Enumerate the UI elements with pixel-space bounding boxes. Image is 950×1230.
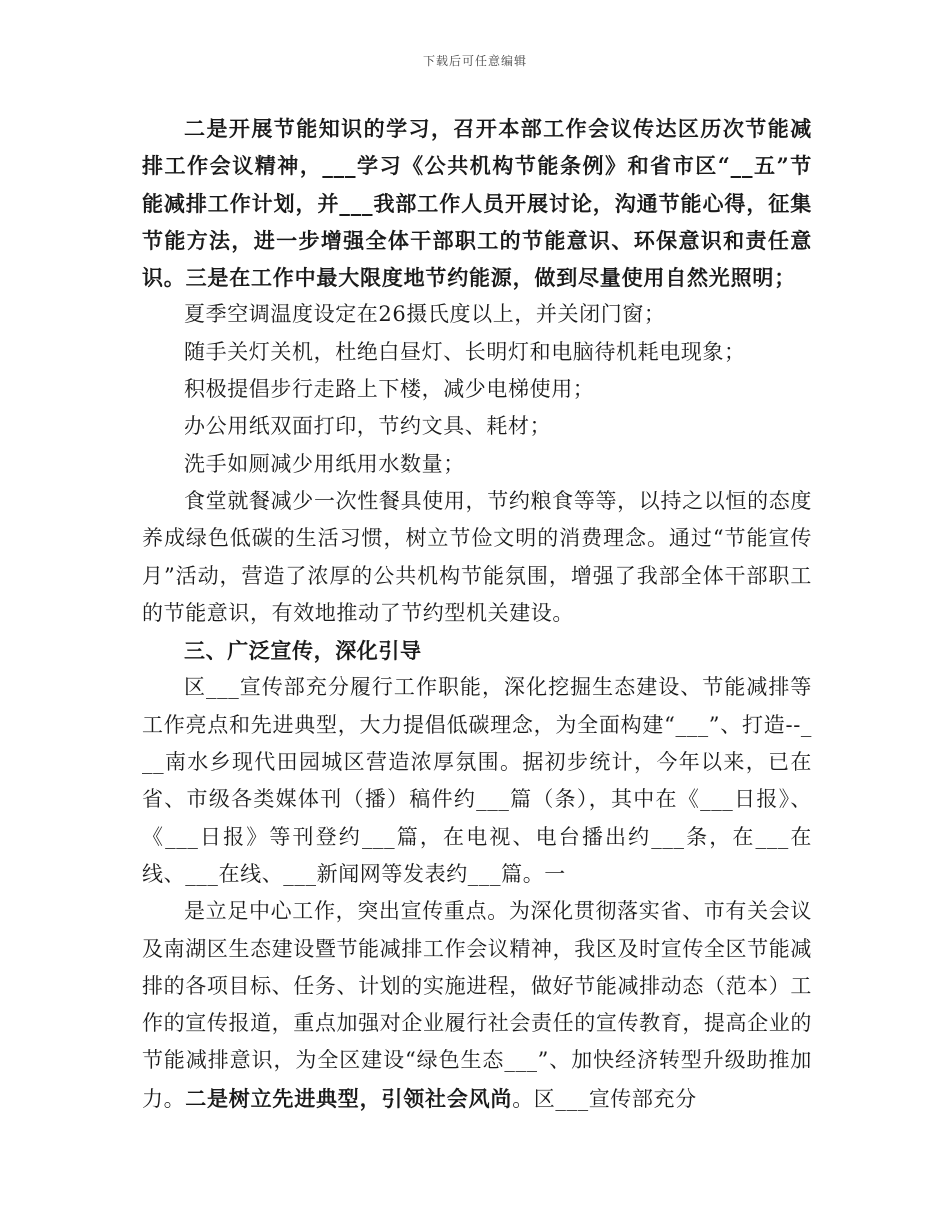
paragraph-central-work bbox=[142, 893, 812, 1118]
paragraph-air-conditioning: 夏季空调温度设定在26摄氏度以上，并关闭门窗； bbox=[184, 302, 666, 327]
paragraph-publicity-statistics: 区___宣传部充分履行工作职能，深化挖掘生态建设、节能减排等工作亮点和先进典型，大力提倡低碳理念，为全面构建“___”、打造--___南水乡现代田园城区营造浓厚氛围。据初步统计，今年以来，已在省、市级各类媒体刊（播）稿件约___篇（条），其中在《___日报》、《___日报》等刊登约___篇，在电视、电台播出约___条，在___在线、___在线、___新闻网等发表约___篇。一 bbox=[142, 675, 812, 886]
document-body bbox=[142, 110, 812, 1118]
paragraph-energy-study: 二是开展节能知识的学习，召开本部工作会议传达区历次节能减排工作会议精神，___学习《公共机构节能条例》和省市区“__五”节能减排工作计划，并___我部工作人员开展讨论，沟通节能心得，征集节能方法，进一步增强全体干部职工的节能意识、环保意识和责任意识。三是在工作中最大限度地节约能源，做到尽量使用自然光照明； bbox=[142, 116, 812, 291]
paragraph-central-work-text: 是立足中心工作，突出宣传重点。为深化贯彻落实省、市有关会议及南湖区生态建设暨节能减排工作会议精神，我区及时宣传全区节能减排的各项目标、任务、计划的实施进程，做好节能减排动态（范本）工作的宣传报道，重点加强对企业履行社会责任的宣传教育，提高企业的节能减排意识，为全区建设“绿色生态___”、加快经济转型升级助推加力。 bbox=[142, 899, 812, 1111]
paragraph-canteen: 食堂就餐减少一次性餐具使用，节约粮食等等，以持之以恒的态度养成绿色低碳的生活习惯，树立节俭文明的消费理念。通过“节能宣传月”活动，营造了浓厚的公共机构节能氛围，增强了我部全体干部职工的节能意识，有效地推动了节约型机关建设。 bbox=[142, 488, 812, 625]
paragraph-advanced-models-bold: 二是树立先进典型，引领社会风尚 bbox=[185, 1085, 513, 1111]
page-header: 下载后可任意编辑 bbox=[422, 54, 527, 68]
paragraph-double-sided-printing: 办公用纸双面打印，节约文具、耗材； bbox=[184, 414, 552, 439]
paragraph-lights-off: 随手关灯关机，杜绝白昼灯、长明灯和电脑待机耗电现象； bbox=[184, 339, 746, 364]
paragraph-reduce-paper-water: 洗手如厕减少用纸用水数量； bbox=[184, 451, 465, 476]
section-heading-3: 三、广泛宣传，深化引导 bbox=[184, 638, 422, 664]
paragraph-central-work-tail: 。区___宣传部充分 bbox=[512, 1086, 697, 1111]
paragraph-stairs: 积极提倡步行走路上下楼，减少电梯使用； bbox=[184, 377, 595, 402]
